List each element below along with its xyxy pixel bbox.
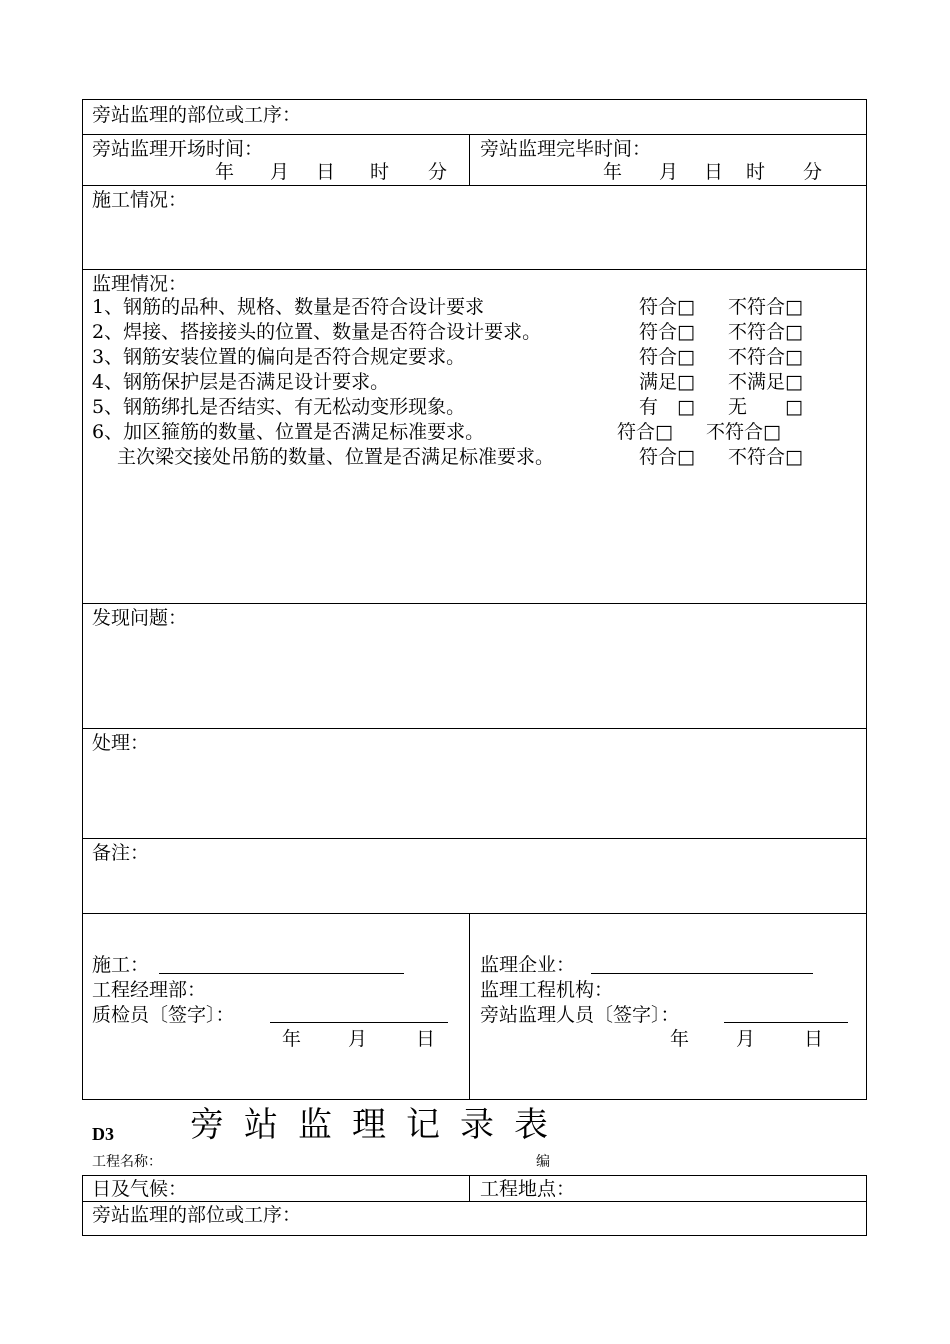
number-label: 编 (536, 1154, 550, 1170)
supervision-company-line[interactable] (591, 973, 813, 974)
check-option-1[interactable]: 符合□ (639, 321, 695, 343)
inspector-sign-label: 质检员〔签字〕： (92, 1004, 235, 1026)
check-item-text: 1、钢筋的品种、规格、数量是否符合设计要求 (92, 296, 485, 318)
date-weather-label: 日及气候： (92, 1178, 188, 1200)
check-option-1[interactable]: 符合□ (639, 296, 695, 318)
supervision-agency-label: 监理工程机构： (480, 979, 614, 1001)
divider (82, 134, 867, 135)
supervision-status-label: 监理情况： (92, 273, 188, 295)
divider (469, 134, 470, 185)
check-option-2[interactable]: 不符合□ (728, 446, 803, 468)
check-option-2[interactable]: 无 □ (728, 396, 803, 418)
right-sign-month-unit: 月 (736, 1028, 756, 1050)
project-location-label: 工程地点： (480, 1178, 576, 1200)
start-month-unit: 月 (270, 161, 290, 183)
project-name-label: 工程名称： (92, 1154, 162, 1170)
divider (469, 913, 470, 1100)
start-hour-unit: 时 (370, 161, 390, 183)
check-option-2[interactable]: 不满足□ (728, 371, 803, 393)
divider (82, 728, 867, 729)
supervision-company-label: 监理企业： (480, 954, 576, 976)
start-year-unit: 年 (215, 161, 235, 183)
left-sign-day-unit: 日 (416, 1028, 436, 1050)
position-label: 旁站监理的部位或工序： (92, 104, 302, 126)
supervisor-sign-line[interactable] (724, 1022, 848, 1023)
check-option-1[interactable]: 符合□ (639, 446, 695, 468)
end-year-unit: 年 (603, 161, 623, 183)
right-sign-year-unit: 年 (670, 1028, 690, 1050)
right-sign-day-unit: 日 (804, 1028, 824, 1050)
divider (82, 269, 867, 270)
remarks-label: 备注： (92, 842, 150, 864)
start-day-unit: 日 (316, 161, 336, 183)
check-item-text: 2、焊接、搭接接头的位置、数量是否符合设计要求。 (92, 321, 542, 343)
check-option-2[interactable]: 不符合□ (728, 346, 803, 368)
check-item-text: 6、加区箍筋的数量、位置是否满足标准要求。 (92, 421, 485, 443)
record-form-table (82, 99, 867, 1100)
construction-sign-line[interactable] (159, 973, 404, 974)
problems-found-label: 发现问题： (92, 607, 188, 629)
check-option-2[interactable]: 不符合□ (728, 296, 803, 318)
start-time-label: 旁站监理开场时间： (92, 138, 264, 160)
inspector-sign-line[interactable] (270, 1022, 448, 1023)
divider (82, 913, 867, 914)
divider (82, 185, 867, 186)
left-sign-month-unit: 月 (348, 1028, 368, 1050)
construction-status-label: 施工情况： (92, 189, 188, 211)
left-sign-year-unit: 年 (282, 1028, 302, 1050)
check-option-1[interactable]: 满足□ (639, 371, 695, 393)
end-minute-unit: 分 (803, 161, 823, 183)
check-item-text: 4、钢筋保护层是否满足设计要求。 (92, 371, 390, 393)
end-day-unit: 日 (704, 161, 724, 183)
end-month-unit: 月 (659, 161, 679, 183)
check-item-text: 3、钢筋安装位置的偏向是否符合规定要求。 (92, 346, 466, 368)
check-option-2[interactable]: 不符合□ (706, 421, 781, 443)
divider (82, 838, 867, 839)
construction-sign-label: 施工： (92, 954, 150, 976)
check-option-1[interactable]: 符合□ (639, 346, 695, 368)
divider (469, 1175, 470, 1201)
check-item-text: 主次梁交接处吊筋的数量、位置是否满足标准要求。 (92, 446, 555, 468)
check-option-1[interactable]: 符合□ (617, 421, 673, 443)
divider (82, 1201, 867, 1202)
divider (82, 603, 867, 604)
form-title: 旁站监理记录表 (190, 1105, 568, 1145)
start-minute-unit: 分 (428, 161, 448, 183)
check-option-1[interactable]: 有 □ (639, 396, 695, 418)
position-label-2: 旁站监理的部位或工序： (92, 1204, 302, 1226)
end-hour-unit: 时 (746, 161, 766, 183)
project-manager-label: 工程经理部： (92, 979, 207, 1001)
end-time-label: 旁站监理完毕时间： (480, 138, 652, 160)
check-option-2[interactable]: 不符合□ (728, 321, 803, 343)
handling-label: 处理： (92, 732, 150, 754)
supervisor-sign-label: 旁站监理人员〔签字〕： (480, 1004, 680, 1026)
check-item-text: 5、钢筋绑扎是否结实、有无松动变形现象。 (92, 396, 466, 418)
form-code: D3 (92, 1124, 114, 1144)
